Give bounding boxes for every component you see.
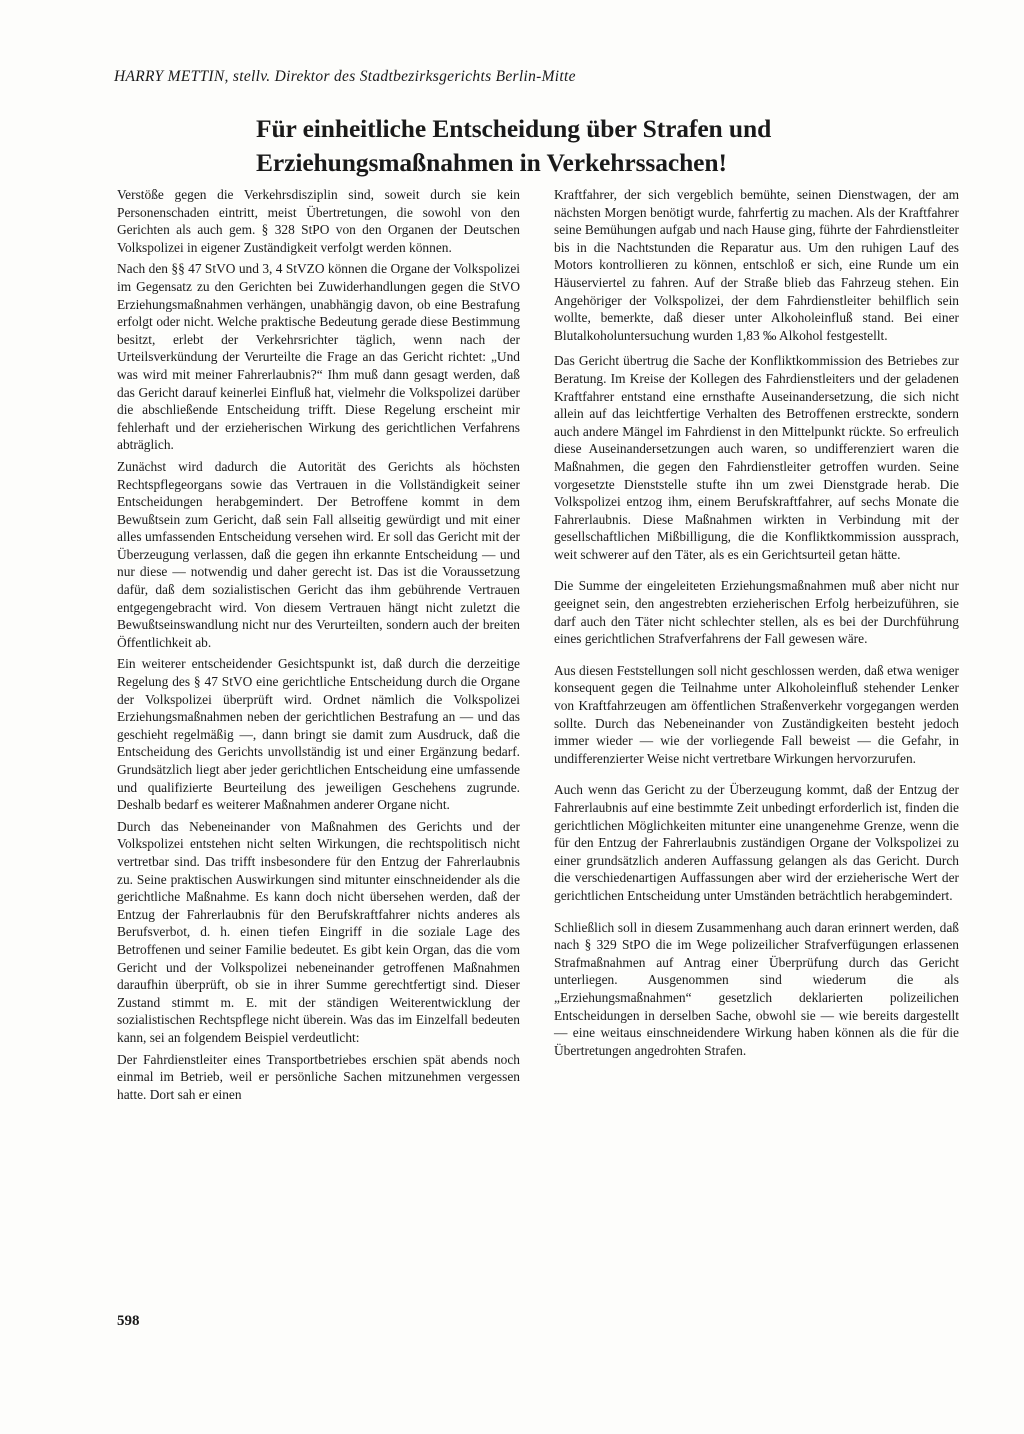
paragraph: Verstöße gegen die Verkehrsdisziplin sind, soweit durch sie kein Personenschaden eintritt, meist Übertretungen, die sowohl von den Gerichten als auch gem. § 328 StPO von den Organen der Deutschen Volkspolizei in eigener Zuständigkeit verfolgt werden können. [117,187,520,255]
paragraph: Auch wenn das Gericht zu der Überzeugung kommt, daß der Entzug der Fahrerlaubnis auf eine bestimmte Zeit unbedingt erforderlich ist, finden die gerichtlichen Möglichkeiten mitunter eine unangenehme Grenze, wenn die für den Entzug der Fahrerlaubnis zuständigen Organe der Volkspolizei zu einer grundsätzlich anderen Auffassung gelangen als das Gericht. Durch die verschiedenartigen Auffassungen aber wird der erzieherische Wert der gerichtlichen Entscheidung unter Umständen beträchtlich herabgemindert. [554,782,959,903]
page-number: 598 [117,1313,140,1329]
paragraph: Schließlich soll in diesem Zusammenhang auch daran erinnert werden, daß nach § 329 StPO die im Wege polizeilicher Strafverfügungen erlassenen Strafmaßnahmen auf Antrag einer Überprüfung durch das Gericht unterliegen. Ausgenommen sind wiederum die als „Erziehungsmaßnahmen“ gesetzlich deklarierten polizeilichen Entscheidungen in derselben Sache, obwohl sie — wie bereits dargestellt — eine weitaus einschneidendere Wirkung haben können als die für die Übertretungen angedrohten Strafen. [554,919,959,1058]
article-title [256,112,876,180]
paragraph: Nach den §§ 47 StVO und 3, 4 StVZO können die Organe der Volkspolizei im Gegensatz zu den Gerichten bei Zuwiderhandlungen gegen die StVO Erziehungsmaßnahmen verhängen, unabhängig davon, ob eine Bestrafung erfolgt oder nicht. Welche praktische Bedeutung gerade diese Bestimmung besitzt, erlebt der Verkehrsrichter täglich, wenn nach der Urteilsverkündung der Verurteilte die Frage an das Gericht richtet: „Und was wird mit meiner Fahrerlaubnis?“ Ihm muß dann gesagt werden, daß das Gericht darauf keinerlei Einfluß hat, vielmehr die Volkspolizei darüber die abschließende Entscheidung trifft. Diese Regelung erscheint mir fehlerhaft und der erzieherischen Wirkung des gerichtlichen Verfahrens abträglich. [117,261,520,453]
left-text-column [117,186,520,1107]
article-title-line-2: Erziehungsmaßnahmen in Verkehrssachen! [256,148,727,177]
author-byline: HARRY METTIN, stellv. Direktor des Stadtbezirksgerichts Berlin-Mitte [114,68,576,85]
article-title-line-1: Für einheitliche Entscheidung über Strafen und [256,114,772,143]
paragraph: Zunächst wird dadurch die Autorität des Gerichts als höchsten Rechtspflegeorgans sowie das Vertrauen in die Vollständigkeit seiner Entscheidungen herabgemindert. Der Betroffene kommt in dem Bewußtsein zum Gericht, daß sein Fall allseitig gewürdigt und mit einer alles umfassenden Entscheidung versehen wird. Er soll das Gericht mit der Überzeugung verlassen, daß die gegen ihn erkannte Entscheidung — und nur diese — notwendig und daher gerecht ist. Das ist die Voraussetzung dafür, daß dem sozialistischen Gericht das ihm gebührende Vertrauen entgegengebracht wird. Von diesem Vertrauen hängt nicht zuletzt die Bewußtseinswandlung nicht nur des Verurteilten, sondern auch der breiten Öffentlichkeit ab. [117,458,520,650]
paragraph: Kraftfahrer, der sich vergeblich bemühte, seinen Dienstwagen, der am nächsten Morgen benötigt wurde, fahrfertig zu machen. Als der Kraftfahrer seine Bemühungen aufgab und nach Hause ging, führte der Fahrdienstleiter bis in die Nachtstunden die Reparatur aus. Um den ruhigen Lauf des Motors kontrollieren zu können, entschloß er sich, eine Runde um ein Häuserviertel zu fahren. Auf der Straße blieb das Fahrzeug stehen. Ein Angehöriger der Volkspolizei, der dem Fahrdienstleiter behilflich sein wollte, bemerkte, daß dieser unter Alkoholeinfluß stand. Bei einer Blutalkoholuntersuchung wurden 1,83 ‰ Alkohol festgestellt. [554,187,959,343]
paragraph: Durch das Nebeneinander von Maßnahmen des Gerichts und der Volkspolizei entstehen nicht selten Wirkungen, die rechtspolitisch nicht vertretbar sind. Das trifft insbesondere für den Entzug der Fahrerlaubnis zu. Seine praktischen Auswirkungen sind mitunter einschneidender als die gerichtliche Maßnahme. Es kann doch nicht übersehen werden, daß der Entzug der Fahrerlaubnis für den Berufskraftfahrer nichts anderes als Berufsverbot, d. h. einen tiefen Eingriff in die soziale Lage des Betroffenen und seiner Familie bedeutet. Es gibt kein Organ, das die vom Gericht und der Volkspolizei nebeneinander getroffenen Maßnahmen daraufhin überprüft, ob sie in ihrer Summe gerechtfertigt sind. Dieser Zustand stimmt m. E. mit der ständigen Weiterentwicklung der sozialistischen Rechtspflege nicht überein. Was das im Einzelfall bedeuten kann, sei an folgendem Beispiel verdeutlicht: [117,818,520,1045]
right-text-column [554,186,959,1073]
paragraph: Das Gericht übertrug die Sache der Konfliktkommission des Betriebes zur Beratung. Im Kreise der Kollegen des Fahrdienstleiters und der geladenen Kraftfahrer entstand eine ernsthafte Auseinandersetzung, die sich nicht allein auf das leichtfertige Verhalten des Betroffenen erstreckte, sondern auch andere Mängel im Fahrdienst in den Mittelpunkt rückte. So erfreulich diese Auseinandersetzungen auch waren, so undifferenziert waren die Maßnahmen, die gegen den Fahrdienstleiter getroffen wurden. Seine vorgesetzte Dienststelle stufte ihn um zwei Dienstgrade herab. Die Volkspolizei entzog ihm, einem Berufskraftfahrer, auf sechs Monate die Fahrerlaubnis. Diese Maßnahmen wirkten in Verbindung mit der gesellschaftlichen Mißbilligung, die die Konfliktkommission aussprach, weit schwerer auf den Täter, als es ein Gerichtsurteil getan hätte. [554,353,959,562]
paragraph: Ein weiterer entscheidender Gesichtspunkt ist, daß durch die derzeitige Regelung des § 47 StVO eine gerichtliche Entscheidung durch die Organe der Volkspolizei überprüft wird. Ordnet nämlich die Volkspolizei Erziehungsmaßnahmen neben der gerichtlichen Bestrafung an — und das geschieht regelmäßig —, dann bringt sie damit zum Ausdruck, daß die Entscheidung des Gerichts unvollständig ist und einer Ergänzung bedarf. Grundsätzlich liegt aber jeder gerichtlichen Entscheidung eine umfassende und qualifizierte Beurteilung des jeweiligen Geschehens zugrunde. Deshalb bedarf es weiterer Maßnahmen anderer Organe nicht. [117,656,520,813]
paragraph: Die Summe der eingeleiteten Erziehungsmaßnahmen muß aber nicht nur geeignet sein, den angestrebten erzieherischen Erfolg herbeizuführen, sie darf auch den Täter nicht schlechter stellen, als es bei der Durchführung eines gerichtlichen Strafverfahrens der Fall gewesen wäre. [554,578,959,647]
paragraph: Der Fahrdienstleiter eines Transportbetriebes erschien spät abends noch einmal im Betrieb, weil er persönliche Sachen mitzunehmen vergessen hatte. Dort sah er einen [117,1051,520,1102]
paragraph: Aus diesen Feststellungen soll nicht geschlossen werden, daß etwa weniger konsequent gegen die Teilnahme unter Alkoholeinfluß stehender Lenker von Kraftfahrzeugen am öffentlichen Straßenverkehr vorgegangen werden sollte. Durch das Nebeneinander von Zuständigkeiten besteht jedoch immer wieder — wie der vorliegende Fall beweist — die Gefahr, in undifferenzierter Weise nicht vertretbare Wirkungen hervorzurufen. [554,662,959,766]
